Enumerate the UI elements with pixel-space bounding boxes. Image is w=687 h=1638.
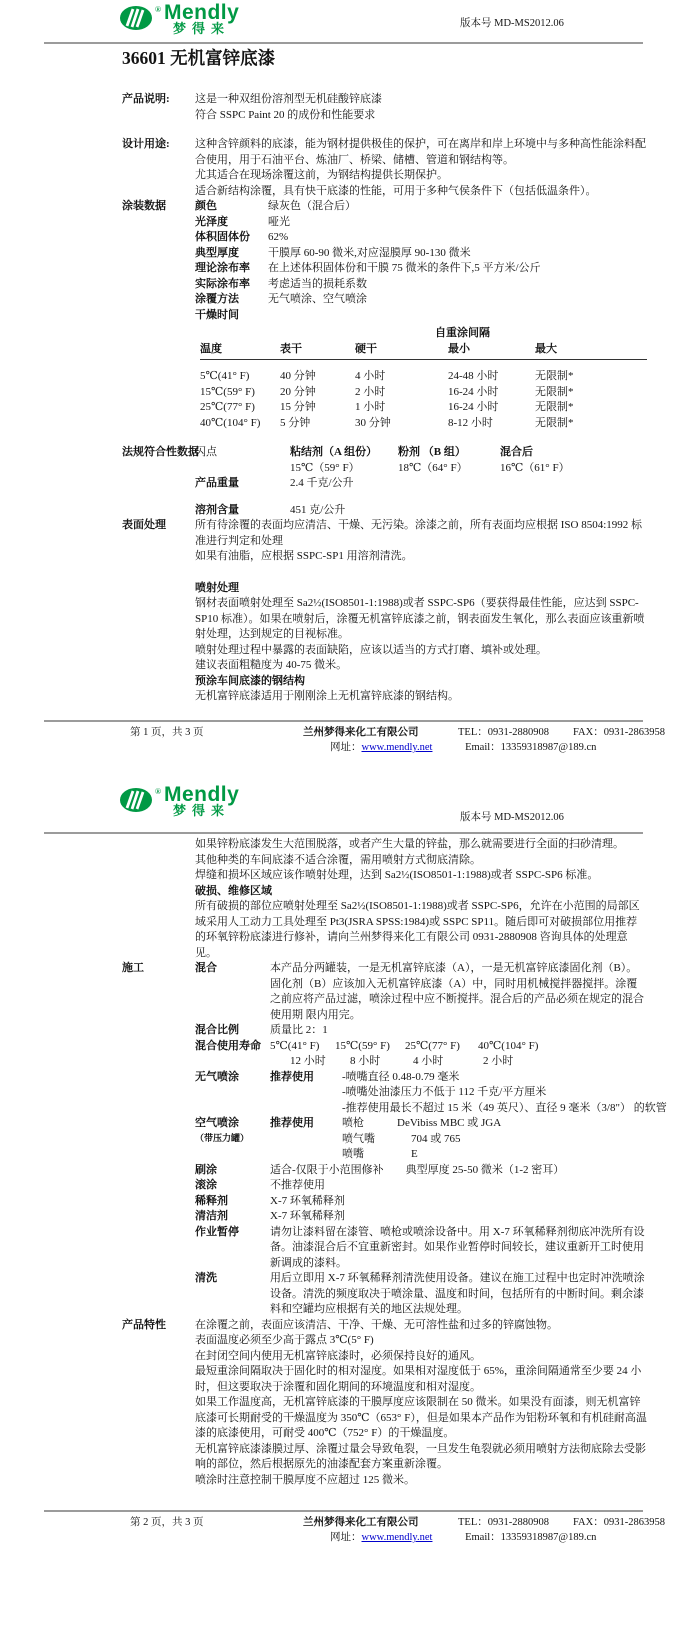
kv-value: 在上述体积固体份和干膜 75 微米的条件下,5 平方米/公斤 xyxy=(268,262,541,274)
website-link[interactable]: www.mendly.net xyxy=(361,1532,433,1543)
table-cell: 15 分钟 xyxy=(280,401,316,413)
paragraph: 这是一种双组份溶剂型无机硅酸锌底漆 xyxy=(195,93,382,105)
pot-life-hour: 4 小时 xyxy=(413,1055,444,1067)
brand-name: Mendly xyxy=(163,783,240,806)
table-row xyxy=(200,385,647,401)
site-label: 网址： xyxy=(330,742,362,753)
kv-value: 干膜厚 60-90 微米,对应湿膜厚 90-130 微米 xyxy=(268,246,471,259)
row-label: 滚涂 xyxy=(195,1179,217,1191)
row-label xyxy=(195,1116,270,1163)
site-label: 网址： xyxy=(330,1532,362,1543)
section-paint-data xyxy=(122,199,687,431)
table-cell: 无限制* xyxy=(535,401,574,413)
drying-time-table xyxy=(195,326,647,431)
table-header-cell: 最小 xyxy=(448,342,470,355)
paragraph: 钢材表面喷射处理至 Sa2½(ISO8501-1:1988)或者 SSPC-SP6（要获得最佳性能，应达到 SSPC-SP10 标准）。如果在喷射后，涂覆无机富锌底漆之前，钢表面发生氧化，那么表面应该重新喷射处理，达到规定的目视标准。 xyxy=(195,597,645,640)
paragraph: 符合 SSPC Paint 20 的成份和性能要求 xyxy=(195,108,376,121)
kv-value: 704 或 765 xyxy=(411,1132,461,1145)
flash-point-value-row xyxy=(195,461,647,477)
registered-mark: ® xyxy=(155,787,161,796)
kv-key: 喷嘴 xyxy=(342,1148,364,1160)
surface-prep-continued xyxy=(195,837,647,961)
flash-value: 16℃（61° F） xyxy=(500,461,570,474)
table-cell: 40℃(104° F) xyxy=(200,416,261,429)
kv-row xyxy=(342,1132,687,1148)
kv-value: 考虑适当的损耗系数 xyxy=(268,277,367,290)
row-label: 清洁剂 xyxy=(195,1210,228,1222)
pot-life-hour: 12 小时 xyxy=(290,1055,326,1067)
table-cell: 40 分钟 xyxy=(280,370,316,382)
row-label: 混合 xyxy=(195,962,217,974)
table-header-row xyxy=(200,342,647,361)
table-cell: 无限制* xyxy=(535,370,574,382)
paragraph: 喷涂时注意控制干膜厚度不应超过 125 微米。 xyxy=(195,1473,415,1486)
row-label-text: 空气喷涂 xyxy=(195,1117,239,1129)
table-row xyxy=(200,369,647,385)
table-cell: 25℃(77° F) xyxy=(200,401,255,413)
page-2 xyxy=(0,780,687,1638)
kv-row xyxy=(195,308,647,324)
flash-col: 粘结剂（A 组份） xyxy=(290,446,378,458)
pot-life-temp: 5℃(41° F) xyxy=(270,1039,320,1052)
section-label: 法规符合性数据 xyxy=(122,446,199,458)
flash-value: 18℃（64° F） xyxy=(398,461,468,474)
flash-col: 混合后 xyxy=(500,446,533,458)
table-header-cell: 硬干 xyxy=(355,342,377,355)
footer-divider xyxy=(44,720,643,722)
header-divider xyxy=(44,832,643,834)
section-regulatory xyxy=(122,445,687,518)
paragraph: 如果工作温度高，无机富锌底漆的干膜厚度应该限制在 50 微米。如果没有面漆，则无机富锌底漆可长期耐受的干燥温度为 350℃（653° F），但是如果本产品作为铝粉环氧和有机硅耐高温漆的底漆使用，可耐受 400℃（752° F）的干燥温度。 xyxy=(195,1396,647,1439)
kv-value: 无气喷涂、空气喷涂 xyxy=(268,293,367,305)
paragraph: 所有待涂覆的表面均应清洁、干燥、无污染。涂漆之前，所有表面均应根据 ISO 8504:1992 标准进行判定和处理 xyxy=(195,519,643,547)
kv-row xyxy=(342,1147,687,1163)
brand-wordmark xyxy=(164,785,239,818)
brand-name-cn: 梦得来 xyxy=(172,21,230,36)
kv-key: 溶剂含量 xyxy=(195,503,239,516)
table-cell: 24-48 小时 xyxy=(448,370,499,382)
table-cell: 2 小时 xyxy=(355,385,386,398)
sub-heading: 喷射处理 xyxy=(195,581,239,594)
footer-email: Email：13359318987@189.cn xyxy=(465,742,597,753)
page-title: 36601 无机富锌底漆 xyxy=(122,48,276,68)
paragraph: 无机富锌底漆漆膜过厚、涂覆过量会导致龟裂，一旦发生龟裂就必须用喷射方法彻底除去受影响的部位，然后根据原先的油漆配套方案重新涂覆。 xyxy=(195,1442,646,1470)
app-row-work-stop xyxy=(195,1225,687,1272)
kv-value: 绿灰色（混合后） xyxy=(268,200,356,212)
pot-life-temps xyxy=(270,1039,647,1055)
kv-value xyxy=(268,308,647,324)
kv-row xyxy=(195,246,647,262)
kv-row xyxy=(342,1116,687,1132)
footer-fax: FAX：0931-2863958 xyxy=(573,1517,665,1528)
table-header-cell: 最大 xyxy=(535,342,557,355)
flash-point-header-row xyxy=(195,445,647,461)
row-label: 稀释剂 xyxy=(195,1194,228,1207)
section-application xyxy=(0,961,687,1318)
table-cell: 8-12 小时 xyxy=(448,416,493,429)
pot-life-hours xyxy=(270,1054,647,1070)
mendly-logo-icon xyxy=(119,785,155,815)
kv-key: 喷枪 xyxy=(342,1117,364,1129)
row-label: 混合使用寿命 xyxy=(195,1039,261,1052)
flash-col: 粉剂 （B 组） xyxy=(398,446,466,458)
kv-key: 光泽度 xyxy=(195,215,228,228)
footer-tel: TEL：0931-2880908 xyxy=(458,727,549,738)
kv-key: 干燥时间 xyxy=(195,308,239,321)
page-1 xyxy=(0,0,687,780)
kv-key: 典型厚度 xyxy=(195,246,239,259)
registered-mark: ® xyxy=(155,5,161,14)
kv-key: 产品重量 xyxy=(195,477,239,489)
section-product-desc xyxy=(122,92,687,123)
paragraph: 所有破损的部位应喷射处理至 Sa2½(ISO8501-1:1988)或者 SSPC-SP6，允许在小范围的局部区域采用人工动力工具处理至 Pt3(JSRA SPSS:1984)或 SSPC SP11。随后即可对破损部位用推荐的环氧锌粉底漆进行修补，请向兰州梦得来化工有限公司 0931-2880908 咨询具体的处理意见。 xyxy=(195,900,640,959)
paragraph: 喷射处理过程中暴露的表面缺陷，应该以适当的方式打磨、填补或处理。 xyxy=(195,643,547,656)
mendly-logo-icon xyxy=(119,3,155,33)
kv-row xyxy=(195,503,647,519)
kv-value: DeVibiss MBC 或 JGA xyxy=(397,1117,502,1129)
app-row-airless-spray xyxy=(195,1070,687,1117)
kv-key: 涂覆方法 xyxy=(195,293,239,305)
kv-value: 451 克/公升 xyxy=(290,503,346,516)
kv-value: 62% xyxy=(268,231,289,243)
pot-life-temp: 15℃(59° F) xyxy=(335,1039,390,1052)
sub-heading: 预涂车间底漆的钢结构 xyxy=(195,674,305,687)
paragraph: 适合新结构涂覆，具有快干底漆的性能，可用于多种气侯条件下（包括低温条件）。 xyxy=(195,184,597,197)
paragraph: 在涂覆之前，表面应该清洁、干净、干燥、无可溶性盐和过多的锌腐蚀物。 xyxy=(195,1318,558,1331)
pot-life-temp: 40℃(104° F) xyxy=(478,1039,539,1052)
table-group-header: 自重涂间隔 xyxy=(435,327,490,339)
brand-name: Mendly xyxy=(163,1,240,24)
section-design-use xyxy=(122,137,687,199)
app-row-brush xyxy=(195,1163,687,1179)
spec-line: -喷嘴处油漆压力不低于 112 千克/平方厘米 xyxy=(342,1086,547,1098)
kv-key: 颜色 xyxy=(195,200,217,212)
kv-row xyxy=(195,230,647,246)
row-text: 典型厚度 25-50 微米（1-2 密耳） xyxy=(405,1163,565,1176)
row-text: 本产品分两罐装，一是无机富锌底漆（A），一是无机富锌底漆固化剂（B）。固化剂（B）应该加入无机富锌底漆（A）中，同时用机械搅拌器搅拌。涂覆之前应将产品过滤，喷涂过程中应不断搅拌。混合后的产品必须在规定的混合使用期 限内用完。 xyxy=(270,962,644,1021)
app-row-cleaner xyxy=(195,1209,687,1225)
paragraph: 无机富锌底漆适用于刚刚涂上无机富锌底漆的钢结构。 xyxy=(195,690,459,702)
kv-row xyxy=(195,199,647,215)
row-label: 刷涂 xyxy=(195,1163,217,1176)
table-cell: 30 分钟 xyxy=(355,416,391,429)
row-text: 用后立即用 X-7 环氧稀释剂清洗使用设备。建议在施工过程中也定时冲洗喷涂设备。清洗的频度取决于喷涂量、温度和时间，包括所有的中断时间。剩余漆料和空罐均应根据有关的地区法规处理。 xyxy=(270,1272,645,1315)
row-label: 无气喷涂 xyxy=(195,1070,239,1083)
app-row-thinner xyxy=(195,1194,687,1210)
table-row xyxy=(200,400,647,416)
sub-heading: 破损、维修区域 xyxy=(195,884,272,897)
table-cell: 无限制* xyxy=(535,416,574,429)
table-cell: 16-24 小时 xyxy=(448,401,499,413)
paragraph: 最短重涂间隔取决于固化时的相对湿度。如果相对湿度低于 65%，重涂间隔通常至少要 24 小时，但这要取决于涂覆和固化期间的环境温度和相对湿度。 xyxy=(195,1365,642,1393)
app-row-cleaning xyxy=(195,1271,687,1318)
spec-line: -喷嘴直径 0.48-0.79 毫米 xyxy=(342,1070,460,1083)
page-number: 第 1 页，共 3 页 xyxy=(130,727,204,738)
spec-line: -推荐使用最长不超过 15 米（49 英尺）、直径 9 毫米（3/8"） 的软管 xyxy=(342,1101,667,1114)
row-label-sub: （带压力罐） xyxy=(195,1132,250,1143)
section-label: 表面处理 xyxy=(122,519,166,531)
section-label: 产品特性 xyxy=(122,1318,166,1331)
page1-content xyxy=(0,92,687,705)
kv-value: E xyxy=(411,1148,418,1160)
row-label: 混合比例 xyxy=(195,1024,239,1036)
table-cell: 16-24 小时 xyxy=(448,385,499,398)
recommended-label: 推荐使用 xyxy=(270,1070,314,1083)
footer-email: Email：13359318987@189.cn xyxy=(465,1532,597,1543)
paragraph: 建议表面粗糙度为 40-75 微米。 xyxy=(195,659,348,671)
kv-value: 哑光 xyxy=(268,215,290,228)
table-header-cell: 温度 xyxy=(200,342,222,355)
table-cell: 1 小时 xyxy=(355,401,386,413)
paragraph: 焊缝和损坏区域应该作喷射处理，达到 Sa2½(ISO8501-1:1988)或者 SSPC-SP6 标准。 xyxy=(195,869,599,881)
brand-name-cn: 梦得来 xyxy=(172,803,230,818)
company-name: 兰州梦得来化工有限公司 xyxy=(303,1517,419,1528)
row-label: 作业暂停 xyxy=(195,1225,239,1238)
table-row xyxy=(200,416,647,432)
row-label: 清洗 xyxy=(195,1272,217,1284)
footer-fax: FAX：0931-2863958 xyxy=(573,727,665,738)
mendly-logo xyxy=(119,785,239,818)
flash-point-label: 闪点 xyxy=(195,446,217,458)
section-label: 涂装数据 xyxy=(122,200,166,212)
recommended-label: 推荐使用 xyxy=(270,1117,314,1129)
section-label: 施工 xyxy=(122,962,144,974)
section-label: 设计用途: xyxy=(122,138,170,150)
page-number: 第 2 页，共 3 页 xyxy=(130,1517,204,1528)
section-features xyxy=(0,1318,687,1489)
row-text: 适合-仅限于小范围修补 xyxy=(270,1163,384,1176)
paragraph: 其他种类的车间底漆不适合涂覆，需用喷射方式彻底清除。 xyxy=(195,853,481,866)
kv-row xyxy=(195,261,647,277)
pot-life-hour: 2 小时 xyxy=(483,1055,514,1067)
table-cell: 20 分钟 xyxy=(280,385,316,398)
kv-key: 喷气嘴 xyxy=(342,1132,375,1145)
kv-row xyxy=(195,215,647,231)
header-divider xyxy=(44,42,643,44)
version-label: 版本号 MD-MS2012.06 xyxy=(460,18,564,29)
page-footer xyxy=(0,1510,687,1545)
page2-content xyxy=(0,837,687,1488)
paragraph: 这种含锌颜料的底漆，能为钢材提供极佳的保护，可在离岸和岸上环境中与多种高性能涂料配合使用，用于石油平台、炼油厂、桥梁、储槽、管道和钢结构等。 xyxy=(195,138,646,166)
row-text: X-7 环氧稀释剂 xyxy=(270,1194,345,1207)
brand-wordmark xyxy=(164,3,239,36)
company-name: 兰州梦得来化工有限公司 xyxy=(303,727,419,738)
kv-key: 体积固体份 xyxy=(195,231,250,243)
row-text: 质量比 2：1 xyxy=(270,1024,328,1036)
paragraph: 如果有油脂，应根据 SSPC-SP1 用溶剂清洗。 xyxy=(195,550,413,562)
app-row-roller xyxy=(195,1178,687,1194)
kv-value: 2.4 千克/公升 xyxy=(290,477,354,489)
table-cell: 15℃(59° F) xyxy=(200,385,255,398)
row-text: X-7 环氧稀释剂 xyxy=(270,1210,345,1222)
mendly-logo xyxy=(119,3,239,36)
footer-divider xyxy=(44,1510,643,1512)
website-link[interactable]: www.mendly.net xyxy=(361,742,433,753)
footer-tel: TEL：0931-2880908 xyxy=(458,1517,549,1528)
app-row-mixing xyxy=(195,961,687,1023)
page-footer xyxy=(0,720,687,755)
kv-row xyxy=(195,292,647,308)
paragraph: 尤其适合在现场涂覆这前，为钢结构提供长期保护。 xyxy=(195,169,448,181)
table-cell: 5℃(41° F) xyxy=(200,370,250,382)
section-surface-prep xyxy=(122,518,687,705)
table-cell: 无限制* xyxy=(535,385,574,398)
kv-key: 实际涂布率 xyxy=(195,277,250,290)
pot-life-hour: 8 小时 xyxy=(350,1055,381,1067)
kv-key: 理论涂布率 xyxy=(195,262,250,274)
pot-life-temp: 25℃(77° F) xyxy=(405,1039,460,1052)
table-cell: 4 小时 xyxy=(355,370,386,382)
paragraph: 表面温度必须至少高于露点 3℃(5° F) xyxy=(195,1334,374,1346)
section-label: 产品说明: xyxy=(122,93,170,105)
paragraph: 如果锌粉底漆发生大范围脱落，或者产生大量的锌盐，那么就需要进行全面的扫砂清理。 xyxy=(195,838,624,850)
flash-value: 15℃（59° F） xyxy=(290,461,360,474)
version-label: 版本号 MD-MS2012.06 xyxy=(460,812,564,823)
app-row-mix-ratio xyxy=(195,1023,687,1039)
kv-row xyxy=(195,277,647,293)
app-row-pot-life xyxy=(195,1039,687,1070)
table-cell: 5 分钟 xyxy=(280,416,311,429)
row-text: 请勿让漆料留在漆管、喷枪或喷涂设备中。用 X-7 环氧稀释剂彻底冲洗所有设备。油漆混合后不宜重新密封。如果作业暂停时间较长，建议重新开工时使用新调成的漆料。 xyxy=(270,1225,645,1269)
row-text: 不推荐使用 xyxy=(270,1179,325,1191)
paragraph: 在封闭空间内使用无机富锌底漆时，必须保持良好的通风。 xyxy=(195,1349,481,1362)
kv-row xyxy=(195,476,647,492)
app-row-air-spray xyxy=(195,1116,687,1163)
table-header-cell: 表干 xyxy=(280,342,302,355)
